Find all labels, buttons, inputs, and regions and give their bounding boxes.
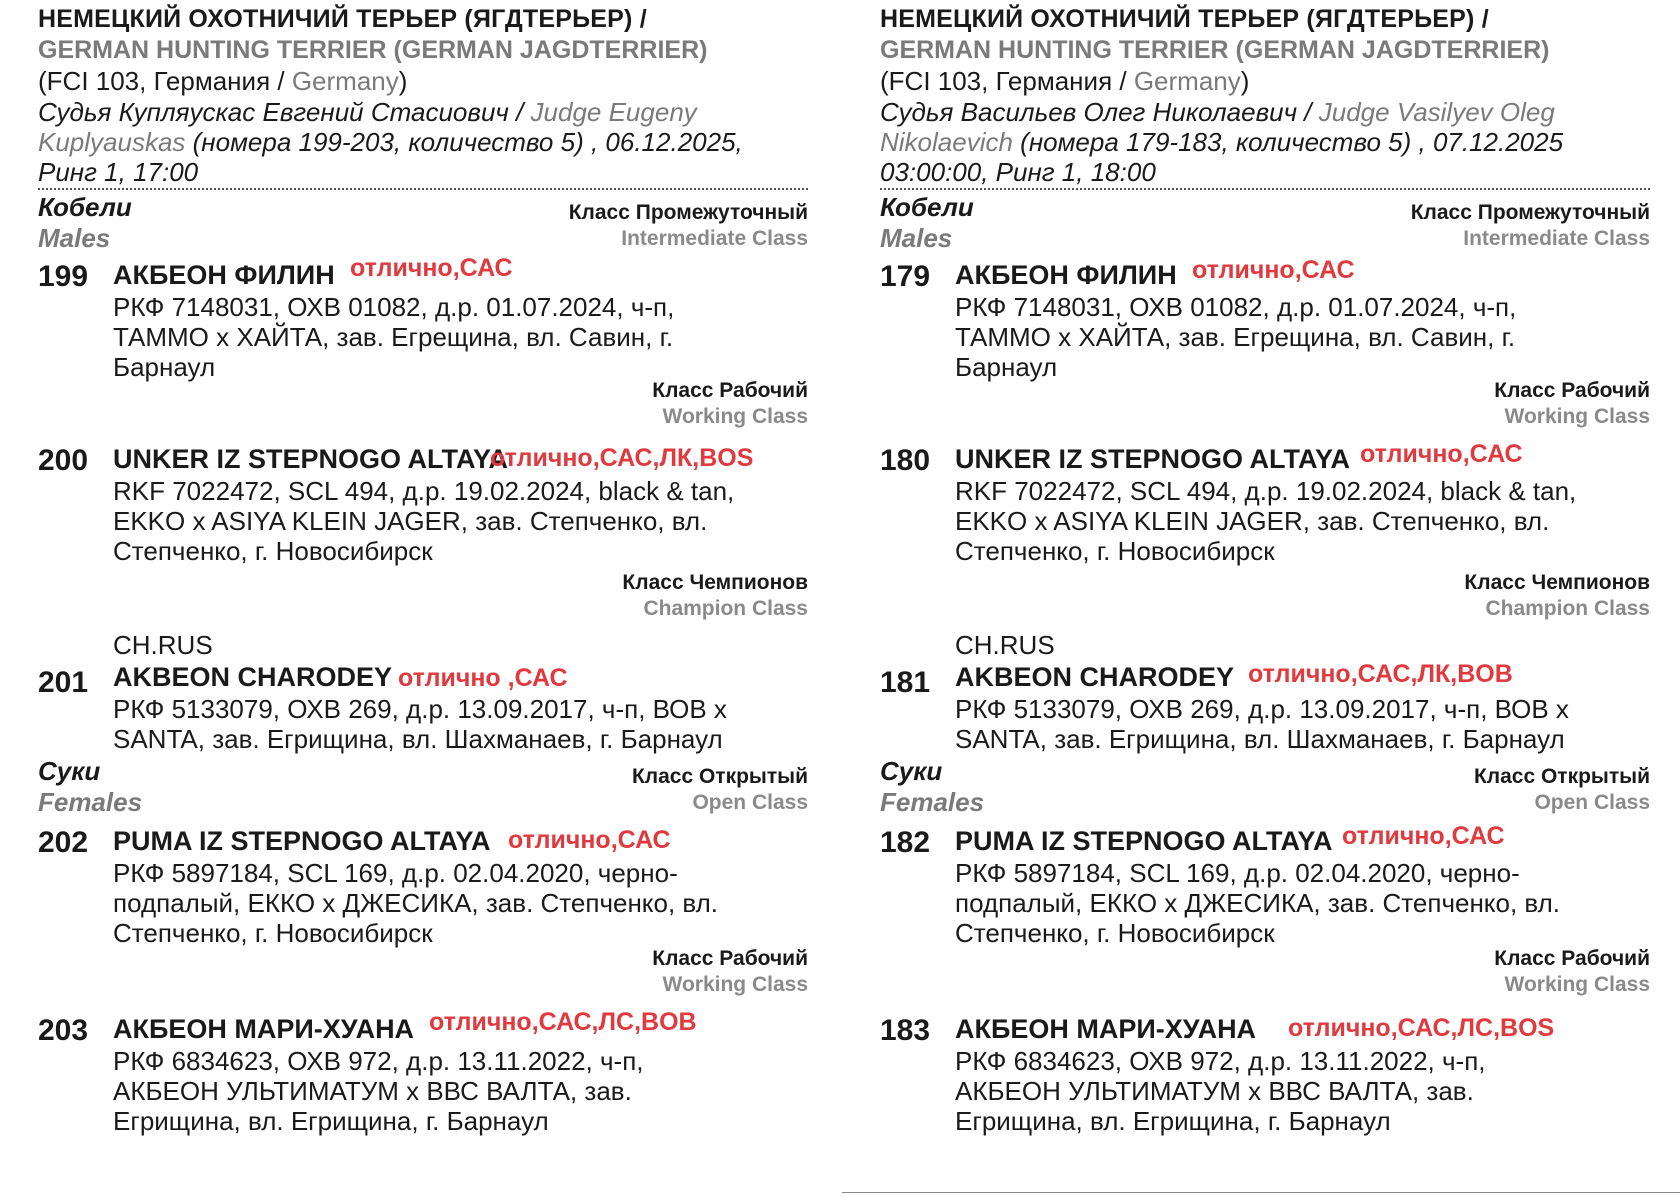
dog-entry bbox=[38, 824, 808, 946]
males-section-header bbox=[880, 190, 1650, 258]
catalog-number: 183 bbox=[880, 1014, 931, 1047]
dog-title: CH.RUS bbox=[113, 630, 213, 660]
grade: отлично,САС bbox=[1192, 256, 1355, 284]
dog-details: РКФ 6834623, ОХВ 972, д.р. 13.11.2022, ч-п, АКБЕОН УЛЬТИМАТУМ х ВВС ВАЛТА, зав. Егрищина, вл. Егрищина, г. Барнаул bbox=[955, 1046, 1486, 1136]
breed-title-ru: НЕМЕЦКИЙ ОХОТНИЧИЙ ТЕРЬЕР (ЯГДТЕРЬЕР) / bbox=[880, 5, 1489, 33]
grade: отлично,САС bbox=[1342, 822, 1505, 850]
catalog-number: 180 bbox=[880, 444, 931, 477]
judge-line: Судья Васильев Олег Николаевич / Judge Vasilyev Oleg Nikolaevich (номера 179-183, количество 5) , 07.12.2025 03:00:00, Ринг 1, 18:00 bbox=[880, 97, 1564, 187]
dog-details: RKF 7022472, SCL 494, д.р. 19.02.2024, black & tan, EKKO x ASIYA KLEIN JAGER, зав. Степченко, вл. Степченко, г. Новосибирск bbox=[113, 476, 735, 566]
males-label-en: Males bbox=[880, 223, 953, 253]
catalog-number: 203 bbox=[38, 1014, 89, 1047]
judge-line: Судья Купляускас Евгений Стасиович / Judge Eugeny Kuplyauskas (номера 199-203, количество 5) , 06.12.2025, Ринг 1, 17:00 bbox=[38, 97, 743, 187]
females-section-header bbox=[38, 754, 808, 822]
class-heading: Класс Рабочий Working Class bbox=[652, 947, 808, 996]
dog-details: RKF 7022472, SCL 494, д.р. 19.02.2024, black & tan, EKKO x ASIYA KLEIN JAGER, зав. Степченко, вл. Степченко, г. Новосибирск bbox=[955, 476, 1577, 566]
catalog-number: 199 bbox=[38, 260, 89, 293]
class-heading: Класс Промежуточный Intermediate Class bbox=[1410, 201, 1650, 250]
dog-details: РКФ 5133079, ОХВ 269, д.р. 13.09.2017, ч-п, ВОВ х SANTA, зав. Егрищина, вл. Шахманаев, г. Барнаул bbox=[955, 694, 1569, 754]
dog-details: РКФ 5897184, SCL 169, д.р. 02.04.2020, черно-подпалый, ЕККО х ДЖЕСИКА, зав. Степченко, вл. Степченко, г. Новосибирск bbox=[955, 858, 1560, 948]
breed-title-en: GERMAN HUNTING TERRIER (GERMAN JAGDTERRIER) bbox=[38, 36, 708, 64]
grade: отлично,САС,ЛК,BOS bbox=[490, 444, 754, 472]
breed-header bbox=[880, 0, 1650, 190]
dog-entry bbox=[880, 256, 1650, 382]
dog-name: PUMA IZ STEPNOGO ALTAYA bbox=[955, 826, 1333, 856]
class-heading: Класс Промежуточный Intermediate Class bbox=[568, 201, 808, 250]
females-label-ru: Суки bbox=[880, 756, 943, 786]
catalog-number: 202 bbox=[38, 826, 89, 859]
dog-entry bbox=[880, 1012, 1650, 1136]
females-label-en: Females bbox=[38, 787, 143, 817]
grade: отлично,САС bbox=[350, 254, 513, 282]
males-section-header bbox=[38, 190, 808, 258]
fci-line: (FCI 103, Германия / Germany) bbox=[880, 66, 1250, 96]
dog-entry bbox=[38, 1008, 808, 1136]
class-heading: Класс Рабочий Working Class bbox=[652, 379, 808, 428]
fci-line: (FCI 103, Германия / Germany) bbox=[38, 66, 408, 96]
dog-details: РКФ 7148031, ОХВ 01082, д.р. 01.07.2024, ч-п, ТАММО х ХАЙТА, зав. Егрещина, вл. Савин, г. Барнаул bbox=[113, 292, 675, 382]
class-heading: Класс Открытый Open Class bbox=[1473, 765, 1650, 814]
dog-details: РКФ 5897184, SCL 169, д.р. 02.04.2020, черно-подпалый, ЕККО х ДЖЕСИКА, зав. Степченко, вл. Степченко, г. Новосибирск bbox=[113, 858, 718, 948]
dog-entry bbox=[38, 442, 808, 570]
dog-name: AKBEON CHARODEY bbox=[113, 662, 393, 692]
grade: отлично,САС,ЛС,BOS bbox=[1288, 1014, 1555, 1042]
catalog-number: 182 bbox=[880, 826, 931, 859]
class-heading: Класс Рабочий Working Class bbox=[1494, 947, 1650, 996]
grade: отлично,САС bbox=[1360, 440, 1523, 468]
dog-title: CH.RUS bbox=[955, 630, 1055, 660]
left-catalog-column bbox=[38, 0, 808, 1197]
dog-name: АКБЕОН МАРИ-ХУАНА bbox=[955, 1014, 1257, 1044]
males-label-en: Males bbox=[38, 223, 111, 253]
dog-name: PUMA IZ STEPNOGO ALTAYA bbox=[113, 826, 491, 856]
catalog-number: 201 bbox=[38, 666, 89, 699]
grade: отлично,САС,ЛК,BOB bbox=[1248, 660, 1513, 688]
breed-title-en: GERMAN HUNTING TERRIER (GERMAN JAGDTERRIER) bbox=[880, 36, 1550, 64]
dog-entry bbox=[38, 630, 808, 754]
class-heading: Класс Чемпионов Champion Class bbox=[622, 571, 808, 620]
dog-details: РКФ 5133079, ОХВ 269, д.р. 13.09.2017, ч-п, ВОВ х SANTA, зав. Егрищина, вл. Шахманаев, г. Барнаул bbox=[113, 694, 727, 754]
females-section-header bbox=[880, 754, 1650, 822]
breed-header bbox=[38, 0, 808, 190]
dog-name: АКБЕОН ФИЛИН bbox=[955, 260, 1177, 290]
dog-name: UNKER IZ STEPNOGO ALTAYA bbox=[113, 444, 509, 474]
dog-name: AKBEON CHARODEY bbox=[955, 662, 1235, 692]
males-label-ru: Кобели bbox=[880, 192, 974, 222]
right-catalog-column bbox=[880, 0, 1650, 1197]
catalog-number: 179 bbox=[880, 260, 931, 293]
males-label-ru: Кобели bbox=[38, 192, 132, 222]
dog-details: РКФ 6834623, ОХВ 972, д.р. 13.11.2022, ч-п, АКБЕОН УЛЬТИМАТУМ х ВВС ВАЛТА, зав. Егрищина, вл. Егрищина, г. Барнаул bbox=[113, 1046, 644, 1136]
females-label-en: Females bbox=[880, 787, 985, 817]
dog-details: РКФ 7148031, ОХВ 01082, д.р. 01.07.2024, ч-п, ТАММО х ХАЙТА, зав. Егрещина, вл. Савин, г. Барнаул bbox=[955, 292, 1517, 382]
dog-entry bbox=[880, 824, 1650, 946]
grade: отлично,САС bbox=[508, 826, 671, 854]
dog-entry bbox=[880, 442, 1650, 570]
catalog-number: 181 bbox=[880, 666, 931, 699]
females-label-ru: Суки bbox=[38, 756, 101, 786]
class-heading: Класс Рабочий Working Class bbox=[1494, 379, 1650, 428]
dog-name: UNKER IZ STEPNOGO ALTAYA bbox=[955, 444, 1351, 474]
dog-entry bbox=[880, 630, 1650, 754]
class-heading: Класс Чемпионов Champion Class bbox=[1464, 571, 1650, 620]
dog-name: АКБЕОН ФИЛИН bbox=[113, 260, 335, 290]
catalog-number: 200 bbox=[38, 444, 89, 477]
grade: отлично ,САС bbox=[398, 664, 568, 692]
class-heading: Класс Открытый Open Class bbox=[631, 765, 808, 814]
grade: отлично,САС,ЛС,BOB bbox=[429, 1008, 697, 1036]
dog-entry bbox=[38, 254, 808, 382]
dog-name: АКБЕОН МАРИ-ХУАНА bbox=[113, 1014, 415, 1044]
breed-title-ru: НЕМЕЦКИЙ ОХОТНИЧИЙ ТЕРЬЕР (ЯГДТЕРЬЕР) / bbox=[38, 5, 647, 33]
